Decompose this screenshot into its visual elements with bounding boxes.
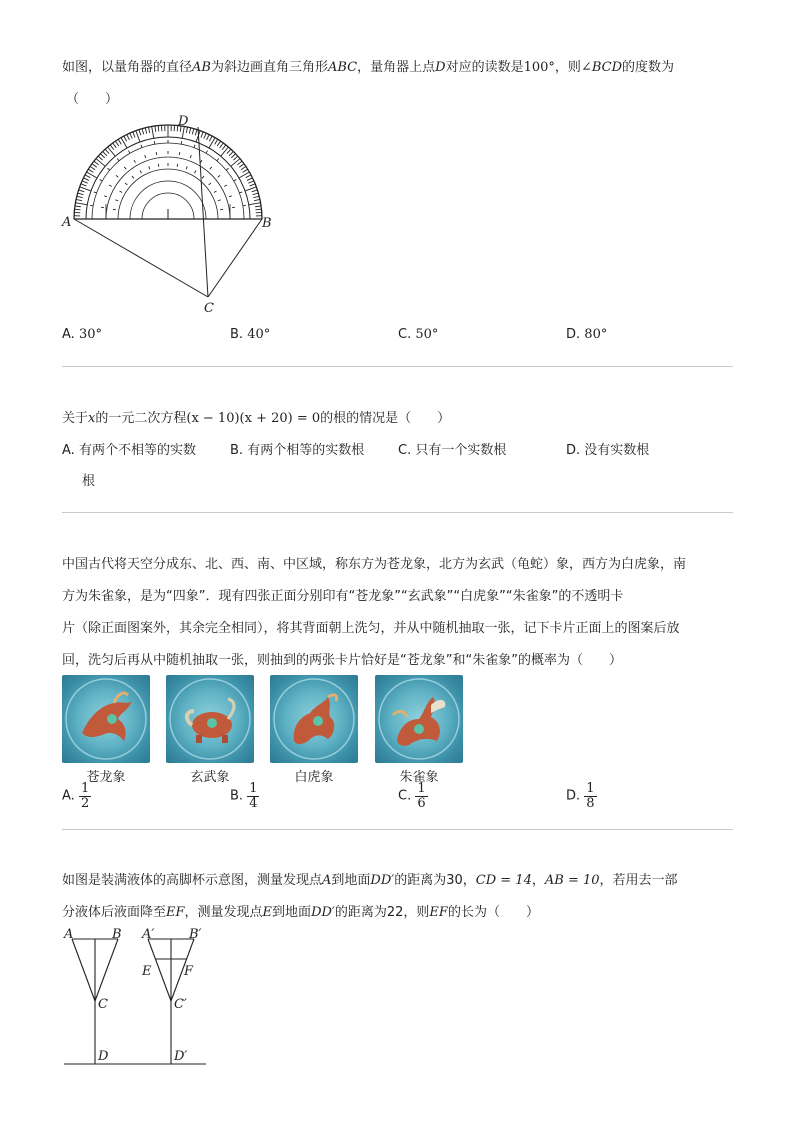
protractor-tick xyxy=(121,138,127,148)
protractor-tick xyxy=(92,164,97,168)
q1-option-b[interactable] xyxy=(230,326,270,344)
q1-text: 对应的读数是 xyxy=(445,60,524,75)
q4-label-a: A xyxy=(64,927,74,942)
protractor-tick xyxy=(84,178,89,181)
protractor-tick xyxy=(129,151,131,154)
q4-text: 分液体后液面降至 xyxy=(62,905,167,920)
protractor-tick xyxy=(234,180,237,182)
protractor-tick xyxy=(233,156,237,160)
protractor-tick xyxy=(239,164,244,168)
protractor-tick xyxy=(204,133,206,138)
protractor-tick xyxy=(217,141,220,146)
card-image-canglong xyxy=(62,675,150,763)
protractor-tick xyxy=(79,190,85,192)
q4-text: 到地面 xyxy=(272,905,312,920)
protractor-tick xyxy=(253,196,259,197)
option-letter: C. xyxy=(398,443,412,458)
protractor-tick xyxy=(220,143,224,148)
protractor-tick xyxy=(117,158,119,160)
protractor-tick xyxy=(75,206,81,207)
q1-text: ，则 xyxy=(554,60,581,75)
option-fraction xyxy=(79,782,91,811)
q4-math: DD′ xyxy=(370,873,395,888)
protractor-tick xyxy=(207,135,210,140)
q4-label-b-prime: B′ xyxy=(189,927,202,942)
protractor-tick xyxy=(243,169,248,172)
q1-label-d: D xyxy=(178,114,189,129)
option-letter: C. xyxy=(398,788,412,804)
protractor-tick xyxy=(201,132,203,138)
protractor-tick xyxy=(231,159,240,167)
protractor-tick xyxy=(195,171,197,174)
protractor-tick xyxy=(218,175,220,177)
protractor-tick xyxy=(201,160,203,163)
q3-option-c[interactable] xyxy=(398,782,428,816)
q4-text: 的距离为30， xyxy=(394,873,476,888)
option-letter: B. xyxy=(230,443,244,458)
q4-text: ，若用去一部 xyxy=(599,873,678,888)
protractor-tick xyxy=(229,151,233,155)
q4-math: A xyxy=(322,873,332,888)
protractor-tick xyxy=(220,209,223,210)
protractor-tick xyxy=(158,126,159,132)
card-caption: 白虎象 xyxy=(294,770,334,785)
fraction-numerator: 1 xyxy=(417,781,426,796)
q1-answer-paren: （ ） xyxy=(66,92,119,107)
option-text: 只有一个实数根 xyxy=(415,443,507,458)
q3-stem-line-3: 片（除正面图案外，其余完全相同），将其背面朝上洗匀，并从中随机抽取一张，记下卡片正面上的图案后放 xyxy=(62,621,680,636)
option-letter: D. xyxy=(566,788,581,804)
protractor-tick xyxy=(125,183,127,185)
protractor-tick xyxy=(115,141,118,146)
protractor-tick xyxy=(82,181,87,183)
protractor-tick xyxy=(76,199,82,200)
protractor-tick xyxy=(124,167,126,169)
option-fraction xyxy=(247,782,259,811)
protractor-tick xyxy=(149,166,150,169)
protractor-tick xyxy=(148,127,149,133)
q4-text: 如图是装满液体的高脚杯示意图，测量发现点 xyxy=(62,873,323,888)
q4-text: 到地面 xyxy=(331,873,371,888)
protractor-tick xyxy=(120,191,123,193)
protractor-tick xyxy=(179,152,180,155)
q2-text: 的根的情况是（ ） xyxy=(320,411,451,426)
q3-stem-line-4: 回，洗匀后再从中随机抽取一张，则抽到的两张卡片恰好是“苍龙象”和“朱雀象”的概率为（ ） xyxy=(62,653,622,668)
protractor-tick xyxy=(253,193,259,195)
q1-math-reading: 100° xyxy=(523,60,555,75)
option-text: 没有实数根 xyxy=(584,443,650,458)
q1-option-c[interactable] xyxy=(398,326,438,344)
protractor-tick xyxy=(194,145,195,148)
card-image-xuanwu xyxy=(166,675,254,763)
protractor-tick xyxy=(141,145,142,148)
protractor-tick xyxy=(232,207,235,208)
protractor-tick xyxy=(90,166,95,169)
protractor-tick xyxy=(195,130,197,136)
protractor-tick xyxy=(88,169,93,172)
protractor-tick xyxy=(231,154,235,158)
option-text: 30° xyxy=(78,327,102,342)
q2-math-equation: (x − 10)(x + 20) = 0 xyxy=(186,411,321,426)
q4-text: ， xyxy=(531,873,545,888)
protractor-tick xyxy=(243,205,246,206)
q4-label-d-prime: D′ xyxy=(174,1049,188,1064)
q4-text: ，测量发现点 xyxy=(184,905,263,920)
protractor-tick xyxy=(100,180,103,182)
q4-stem-line-2 xyxy=(62,904,539,922)
q3-option-b[interactable] xyxy=(230,782,259,816)
protractor-tick xyxy=(186,166,187,169)
q4-label-a-prime: A′ xyxy=(142,927,155,942)
protractor-tick xyxy=(107,168,109,170)
fraction-denominator: 4 xyxy=(249,796,258,811)
protractor-tick xyxy=(226,168,228,170)
protractor-tick xyxy=(75,203,87,205)
q2-option-d[interactable] xyxy=(566,442,649,460)
protractor-tick xyxy=(142,129,144,135)
protractor-tick xyxy=(78,193,84,195)
protractor-tick xyxy=(202,176,204,178)
q4-text: 的长为（ ） xyxy=(447,905,539,920)
fraction-denominator: 2 xyxy=(80,796,90,811)
option-letter: A. xyxy=(62,788,75,804)
q1-label-b: B xyxy=(262,216,272,231)
q1-protractor-figure xyxy=(58,112,280,322)
protractor-tick xyxy=(113,143,117,148)
protractor-tick xyxy=(133,132,135,138)
q4-label-e: E xyxy=(142,964,152,979)
q3-stem-line-1: 中国古代将天空分成东、北、西、南、中区域，称东方为苍龙象，北方为玄武（龟蛇）象，西方为白虎象，南 xyxy=(62,557,687,572)
q1-stem xyxy=(62,59,674,77)
protractor-tick xyxy=(139,130,141,136)
protractor-tick xyxy=(248,181,253,183)
q4-label-f: F xyxy=(184,964,194,979)
q1-option-a[interactable] xyxy=(62,326,102,344)
divider xyxy=(62,512,733,513)
fraction-numerator: 1 xyxy=(80,781,90,796)
card-image-zhuque xyxy=(375,675,463,763)
q2-text: 关于 xyxy=(62,411,89,426)
protractor-tick xyxy=(190,155,191,158)
protractor-tick xyxy=(255,206,261,207)
q2-option-a[interactable] xyxy=(62,442,196,460)
protractor-tick xyxy=(221,147,229,156)
divider xyxy=(62,366,733,367)
q4-stem-line-1 xyxy=(62,872,678,890)
card-image-baihu xyxy=(270,675,358,763)
protractor-tick xyxy=(113,209,116,210)
protractor-tick xyxy=(215,139,218,144)
q4-text: 的距离为22，则 xyxy=(334,905,430,920)
protractor-tick xyxy=(115,200,118,201)
option-text: 80° xyxy=(584,327,608,342)
divider xyxy=(62,829,733,830)
protractor-tick xyxy=(239,172,249,178)
protractor-tick xyxy=(116,175,118,177)
protractor-tick xyxy=(192,129,194,135)
protractor-tick xyxy=(250,184,256,186)
q1-text: 的度数为 xyxy=(622,60,675,75)
protractor-tick xyxy=(94,192,97,193)
protractor-tick xyxy=(206,151,208,154)
protractor-tick xyxy=(152,126,154,138)
protractor-tick xyxy=(108,147,116,156)
option-text: 有两个不相等的实数 xyxy=(78,443,196,458)
q4-math: CD = 14 xyxy=(475,873,532,888)
q4-label-b: B xyxy=(112,927,122,942)
protractor-tick xyxy=(241,166,246,169)
protractor-tick xyxy=(177,164,178,167)
protractor-tick xyxy=(217,158,219,160)
protractor-tick xyxy=(109,185,112,187)
protractor-tick xyxy=(118,139,121,144)
q4-goblet-figure xyxy=(58,924,218,1072)
option-letter: D. xyxy=(566,443,581,458)
option-text: 40° xyxy=(247,327,271,342)
q1-text: 如图，以量角器的直径 xyxy=(62,60,193,75)
option-letter: A. xyxy=(62,443,75,458)
option-text: 50° xyxy=(415,327,439,342)
protractor-tick xyxy=(145,155,146,158)
protractor-tick xyxy=(224,185,227,187)
q4-math: DD′ xyxy=(311,905,335,920)
protractor-tick xyxy=(158,164,159,167)
protractor-tick xyxy=(155,126,156,132)
q4-math: EF xyxy=(429,905,448,920)
protractor-tick xyxy=(218,200,221,201)
protractor-tick xyxy=(245,187,256,191)
q4-math: EF xyxy=(166,905,185,920)
protractor-tick xyxy=(222,145,226,150)
protractor-tick xyxy=(229,196,232,197)
fraction-numerator: 1 xyxy=(586,781,595,796)
q1-math-abc: ABC xyxy=(327,60,358,75)
q4-label-c-prime: C′ xyxy=(174,997,187,1012)
protractor-tick xyxy=(227,149,231,153)
card-caption: 玄武象 xyxy=(190,770,230,785)
q3-option-a[interactable] xyxy=(62,782,91,816)
q1-option-d[interactable] xyxy=(566,326,607,344)
q2-option-b[interactable] xyxy=(230,442,364,460)
option-letter: B. xyxy=(230,327,244,342)
option-fraction xyxy=(415,782,427,811)
q1-label-a: A xyxy=(62,215,72,230)
protractor-tick xyxy=(210,167,212,169)
q4-math: AB = 10 xyxy=(544,873,600,888)
q2-option-a-wrap: 根 xyxy=(82,474,96,489)
protractor-tick xyxy=(209,183,211,185)
protractor-tick xyxy=(246,175,251,178)
protractor-tick xyxy=(256,209,262,210)
protractor-tick xyxy=(101,207,104,208)
protractor-tick xyxy=(110,145,114,150)
protractor-tick xyxy=(209,138,215,148)
q4-label-d: D xyxy=(98,1049,109,1064)
q4-math: E xyxy=(262,905,273,920)
card-caption: 苍龙象 xyxy=(86,770,126,785)
option-letter: C. xyxy=(398,327,412,342)
protractor-tick xyxy=(124,136,127,141)
fraction-denominator: 8 xyxy=(586,796,595,811)
fraction-numerator: 1 xyxy=(249,781,258,796)
protractor-tick xyxy=(85,175,90,178)
protractor-tick xyxy=(75,209,81,210)
option-letter: B. xyxy=(230,788,244,804)
protractor-tick xyxy=(154,141,155,144)
protractor-tick xyxy=(103,151,107,155)
protractor-tick xyxy=(136,131,140,142)
protractor-tick xyxy=(134,160,136,163)
q1-text: 为斜边画直角三角形 xyxy=(210,60,328,75)
protractor-tick xyxy=(252,190,258,192)
protractor-tick xyxy=(98,156,102,160)
protractor-tick xyxy=(90,205,93,206)
protractor-tick xyxy=(156,152,157,155)
card-caption: 朱雀象 xyxy=(399,770,439,785)
q3-stem-line-2: 方为朱雀象，是为“四象”．现有四张正面分别印有“苍龙象”“玄武象”“白虎象”“朱雀象”的不透明卡 xyxy=(62,589,624,604)
option-fraction xyxy=(584,782,596,811)
q2-text: 的一元二次方程 xyxy=(95,411,187,426)
protractor-tick xyxy=(254,199,260,200)
q2-math-x: x xyxy=(88,411,96,426)
protractor-tick xyxy=(247,178,252,181)
protractor-tick xyxy=(140,171,142,174)
protractor-tick xyxy=(132,176,134,178)
protractor-tick xyxy=(189,128,190,134)
protractor-tick xyxy=(87,172,97,178)
protractor-tick xyxy=(100,154,104,158)
protractor-tick xyxy=(96,159,105,167)
protractor-tick xyxy=(145,128,146,134)
option-letter: A. xyxy=(62,327,75,342)
protractor-tick xyxy=(104,196,107,197)
q1-label-c: C xyxy=(204,301,214,316)
q1-math-angle: ∠BCD xyxy=(580,60,622,75)
fraction-denominator: 6 xyxy=(417,796,426,811)
q2-option-c[interactable] xyxy=(398,442,506,460)
q1-math-ab: AB xyxy=(192,60,211,75)
protractor-tick xyxy=(249,203,261,205)
protractor-tick xyxy=(239,192,242,193)
q1-math-d: D xyxy=(435,60,446,75)
q3-option-d[interactable] xyxy=(566,782,597,816)
protractor-tick xyxy=(237,161,242,165)
protractor-tick xyxy=(94,161,99,165)
protractor-tick xyxy=(77,196,83,197)
protractor-tick xyxy=(105,149,109,153)
q1-text: ，量角器上点 xyxy=(357,60,436,75)
q4-label-c: C xyxy=(98,997,108,1012)
option-text: 有两个相等的实数根 xyxy=(247,443,365,458)
protractor-tick xyxy=(127,135,130,140)
q2-stem xyxy=(62,410,450,428)
protractor-tick xyxy=(80,187,91,191)
protractor-tick xyxy=(181,141,182,144)
protractor-tick xyxy=(214,191,217,193)
option-letter: D. xyxy=(566,327,581,342)
protractor-tick xyxy=(209,136,212,141)
protractor-tick xyxy=(81,184,87,186)
protractor-tick xyxy=(130,133,132,138)
